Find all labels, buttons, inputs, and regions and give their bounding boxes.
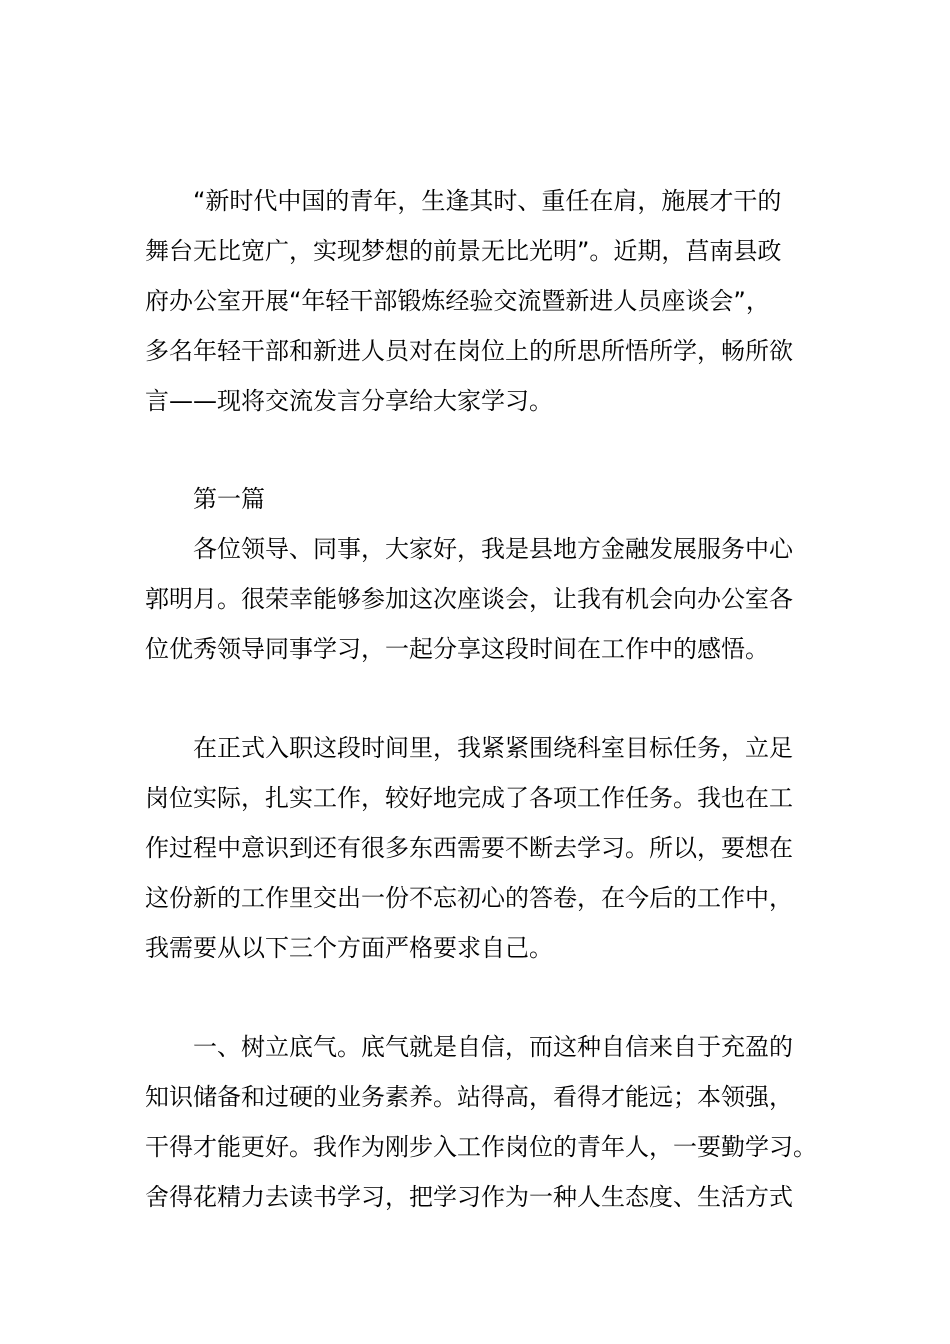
work-line-4: 这份新的工作里交出一份不忘初心的答卷，在今后的工作中，	[145, 884, 793, 912]
work-line-2: 岗位实际，扎实工作，较好地完成了各项工作任务。我也在工	[145, 784, 793, 812]
point-one-line-3: 干得才能更好。我作为刚步入工作岗位的青年人，一要勤学习。	[145, 1133, 817, 1161]
work-line-1: 在正式入职这段时间里，我紧紧围绕科室目标任务，立足	[193, 734, 793, 762]
intro-line-5: 言——现将交流发言分享给大家学习。	[145, 387, 553, 415]
intro-line-3: 府办公室开展“年轻干部锻炼经验交流暨新进人员座谈会”，	[145, 287, 770, 315]
intro-line-2: 舞台无比宽广，实现梦想的前景无比光明”。近期，莒南县政	[145, 237, 782, 265]
section-heading: 第一篇	[193, 485, 265, 513]
greeting-line-2: 郭明月。很荣幸能够参加这次座谈会，让我有机会向办公室各	[145, 585, 793, 613]
point-one-line-2: 知识储备和过硬的业务素养。站得高，看得才能远；本领强，	[145, 1083, 793, 1111]
intro-line-4: 多名年轻干部和新进人员对在岗位上的所思所悟所学，畅所欲	[145, 337, 793, 365]
work-line-3: 作过程中意识到还有很多东西需要不断去学习。所以，要想在	[145, 834, 793, 862]
greeting-line-3: 位优秀领导同事学习，一起分享这段时间在工作中的感悟。	[145, 635, 769, 663]
point-one-line-1: 一、树立底气。底气就是自信，而这种自信来自于充盈的	[193, 1033, 793, 1061]
point-one-line-4: 舍得花精力去读书学习，把学习作为一种人生态度、生活方式	[145, 1183, 793, 1211]
intro-line-1: “新时代中国的青年，生逢其时、重任在肩，施展才干的	[193, 187, 782, 215]
greeting-line-1: 各位领导、同事，大家好，我是县地方金融发展服务中心	[193, 535, 793, 563]
work-line-5: 我需要从以下三个方面严格要求自己。	[145, 934, 553, 962]
